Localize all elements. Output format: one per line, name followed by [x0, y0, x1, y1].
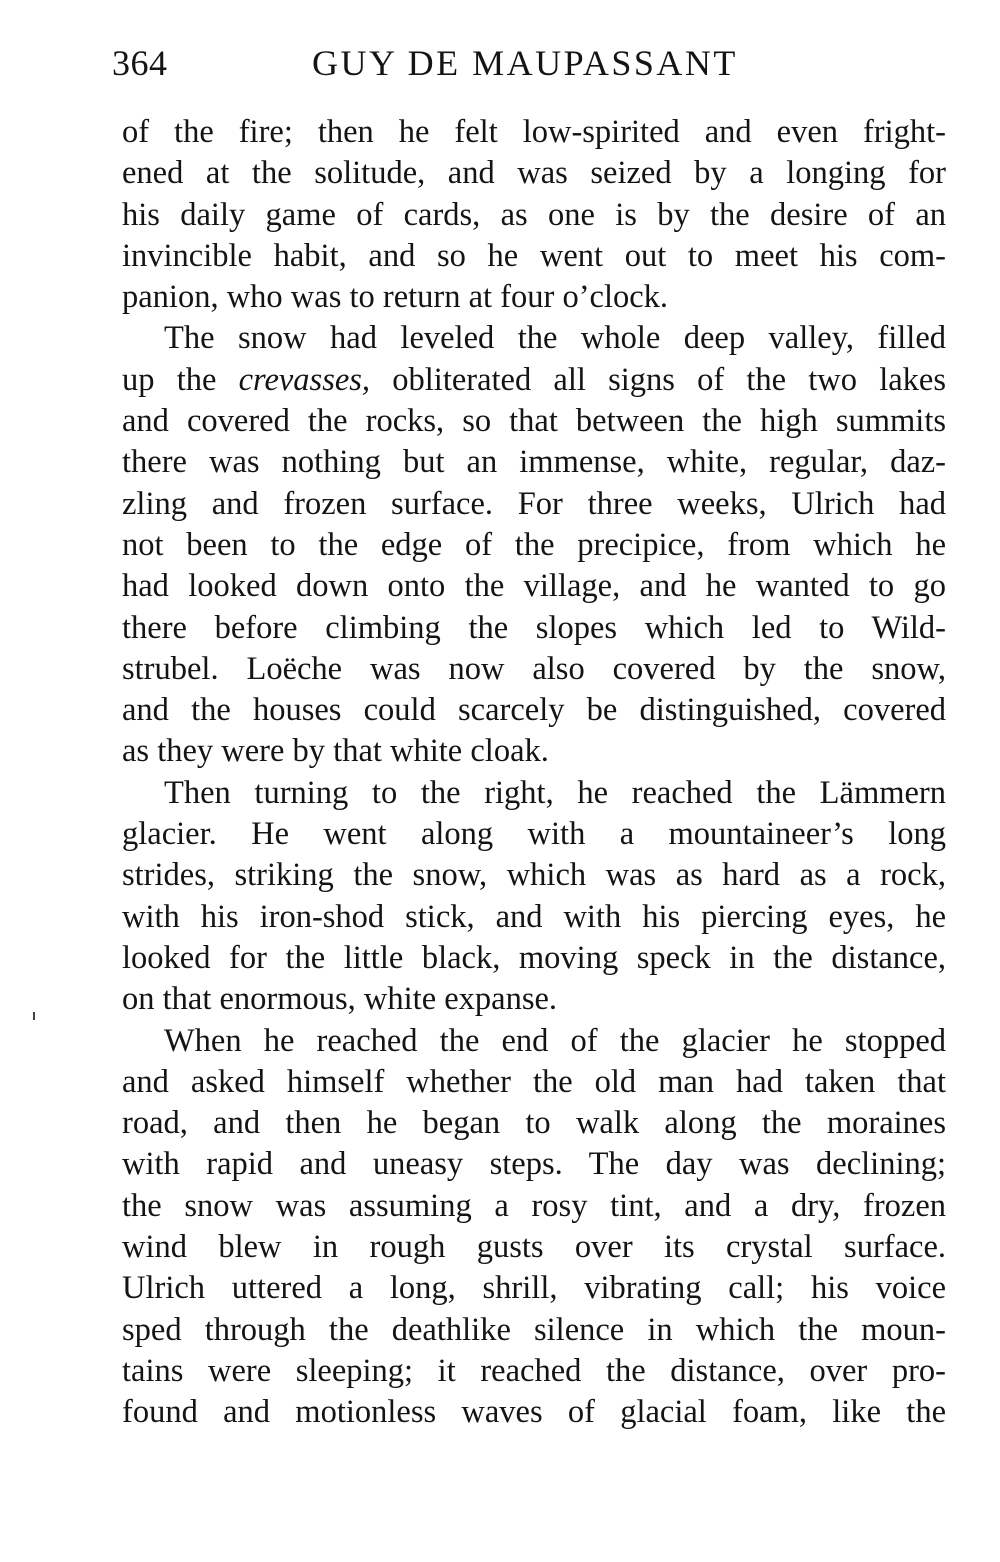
- body-text: [122, 112, 946, 1434]
- text-line: had looked down onto the village, and he wanted to go: [122, 568, 946, 605]
- text-segment: up the: [122, 361, 239, 398]
- text-line: found and motionless waves of glacial foam, like the: [122, 1394, 946, 1431]
- text-line: strides, striking the snow, which was as hard as a rock,: [122, 857, 946, 894]
- text-line: tains were sleeping; it reached the distance, over pro-: [122, 1352, 946, 1389]
- italic-word: crevasses,: [238, 361, 371, 398]
- text-segment: obliterated all signs of the two lakes: [370, 361, 946, 398]
- text-line: of the fire; then he felt low-spirited and even fright-: [122, 114, 946, 150]
- running-head: GUY DE MAUPASSANT: [312, 43, 738, 83]
- text-line: invincible habit, and so he went out to meet his com-: [122, 237, 946, 274]
- text-line: Then turning to the right, he reached the Lämmern: [164, 774, 946, 811]
- text-line: and the houses could scarcely be distinguished, covered: [122, 692, 946, 729]
- text-line: his daily game of cards, as one is by the desire of an: [122, 196, 946, 233]
- text-line: ened at the solitude, and was seized by a longing for: [122, 155, 946, 192]
- paragraph-3: [122, 773, 946, 1021]
- text-line: Ulrich uttered a long, shrill, vibrating call; his voice: [122, 1270, 946, 1307]
- text-line: with rapid and uneasy steps. The day was declining;: [122, 1146, 946, 1183]
- text-line: looked for the little black, moving speck in the distance,: [122, 939, 946, 976]
- paragraph-2: [122, 318, 946, 772]
- text-line: not been to the edge of the precipice, from which he: [122, 526, 946, 563]
- text-line: zling and frozen surface. For three weeks, Ulrich had: [122, 485, 946, 522]
- text-line: with his iron-shod stick, and with his piercing eyes, he: [122, 898, 946, 935]
- text-line: glacier. He went along with a mountaineer’s long: [122, 816, 946, 853]
- text-line: the snow was assuming a rosy tint, and a dry, frozen: [122, 1187, 946, 1224]
- text-line: road, and then he began to walk along the moraines: [122, 1105, 946, 1142]
- page-header: [112, 40, 762, 90]
- text-line: there was nothing but an immense, white, regular, daz-: [122, 444, 946, 481]
- page-number: 364: [112, 43, 168, 83]
- text-line: strubel. Loëche was now also covered by the snow,: [122, 650, 946, 687]
- text-line: wind blew in rough gusts over its crystal surface.: [122, 1229, 946, 1266]
- text-line: as they were by that white cloak.: [122, 733, 549, 770]
- text-line: and covered the rocks, so that between the high summits: [122, 403, 946, 440]
- text-line: and asked himself whether the old man had taken that: [122, 1063, 946, 1100]
- text-line: The snow had leveled the whole deep valley, filled: [164, 320, 946, 357]
- paragraph-1: [122, 112, 946, 318]
- text-line: on that enormous, white expanse.: [122, 981, 558, 1018]
- text-line: sped through the deathlike silence in which the moun-: [122, 1311, 946, 1348]
- text-line: panion, who was to return at four o’clock.: [122, 279, 669, 316]
- text-line: there before climbing the slopes which led to Wild-: [122, 609, 946, 646]
- paragraph-4: [122, 1021, 946, 1434]
- margin-speck: [33, 1012, 35, 1020]
- text-line: When he reached the end of the glacier he stopped: [164, 1022, 946, 1059]
- text-line: [122, 360, 946, 401]
